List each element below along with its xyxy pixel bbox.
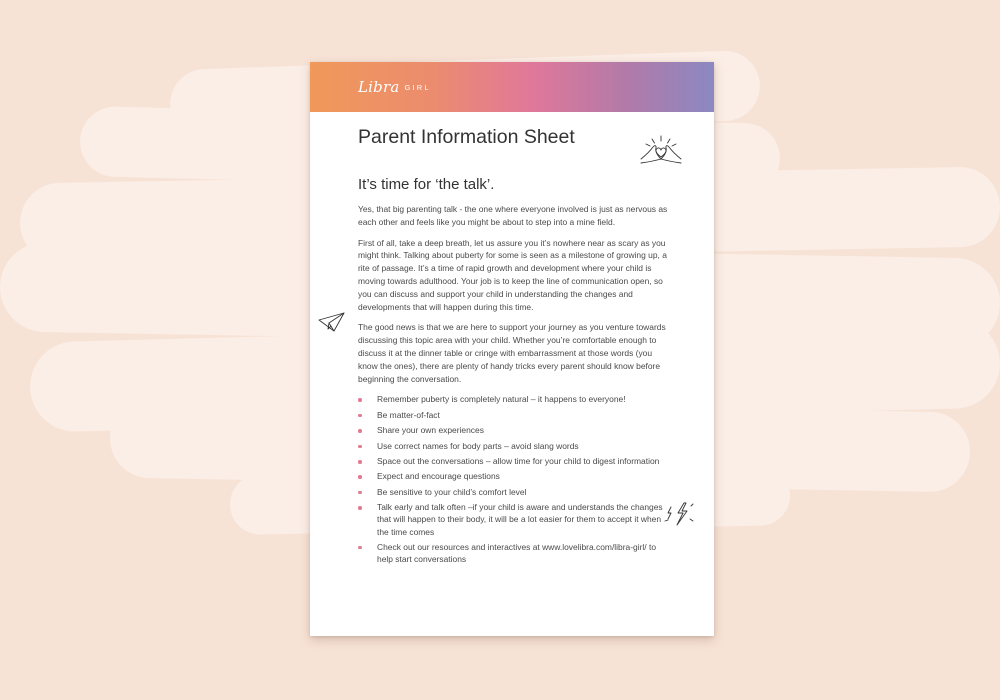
heart-hands-icon xyxy=(638,133,684,169)
tip-item xyxy=(358,424,668,436)
lightning-bolts-icon xyxy=(662,500,696,530)
tip-item xyxy=(358,455,668,467)
tip-text: Remember puberty is completely natural – it happens to everyone! xyxy=(377,394,626,405)
paper-plane-icon xyxy=(317,310,347,334)
bullet-dot-icon xyxy=(358,475,362,479)
paragraph: Yes, that big parenting talk - the one where everyone involved is just as nervous as each other and feels like you might be about to step into a mine field. xyxy=(358,204,668,227)
tip-item xyxy=(358,501,668,538)
tip-text: Talk early and talk often –if your child is aware and understands the changes that will happen to their body, it will be a lot easier for them to accept it when the time comes xyxy=(377,502,663,537)
brand-logo xyxy=(358,78,431,97)
brand-banner xyxy=(310,62,714,112)
tip-text: Space out the conversations – allow time for your child to digest information xyxy=(377,455,660,466)
bullet-dot-icon xyxy=(358,460,362,464)
tip-item xyxy=(358,440,668,452)
page-title: Parent Information Sheet xyxy=(358,126,575,148)
tip-text: Use correct names for body parts – avoid slang words xyxy=(377,440,579,451)
info-sheet xyxy=(310,62,714,636)
tip-text: Be matter-of-fact xyxy=(377,409,440,420)
tips-list xyxy=(358,393,668,565)
section-heading: It’s time for ‘the talk’. xyxy=(358,176,495,193)
tip-text: Check out our resources and interactives at www.lovelibra.com/libra-girl/ to help start conversations xyxy=(377,541,657,565)
tip-text: Expect and encourage questions xyxy=(377,471,500,482)
tip-item xyxy=(358,541,668,565)
logo-sub: GIRL xyxy=(404,83,431,92)
tip-item xyxy=(358,470,668,482)
bullet-dot-icon xyxy=(358,506,362,510)
bullet-dot-icon xyxy=(358,445,362,449)
bullet-dot-icon xyxy=(358,429,362,433)
sheet-body xyxy=(358,203,668,568)
logo-script: Libra xyxy=(358,78,400,96)
tip-text: Share your own experiences xyxy=(377,425,484,436)
tip-item xyxy=(358,409,668,421)
bullet-dot-icon xyxy=(358,491,362,495)
tip-item xyxy=(358,486,668,498)
paragraph: The good news is that we are here to support your journey as you venture towards discussing this topic area with your child. Whether you’re comfortable enough to discuss it at the dinner table or cringe with embarrassment at those words (you know the ones), there are plenty of handy tricks every parent should know before beginning the conversation. xyxy=(358,322,666,384)
tip-item xyxy=(358,393,668,405)
bullet-dot-icon xyxy=(358,546,362,550)
paragraph: First of all, take a deep breath, let us assure you it’s nowhere near as scary as you might think. Talking about puberty for some is seen as a milestone of growing up, a rite of passage. It’s a time of rapid growth and development where your child is moving towards adulthood. Your job is to keep the line of communication open, so you can discuss and support your child in understanding the changes and developments that will happen during this time. xyxy=(358,237,667,312)
tip-text: Be sensitive to your child’s comfort level xyxy=(377,486,527,497)
bullet-dot-icon xyxy=(358,398,362,402)
bullet-dot-icon xyxy=(358,414,362,418)
